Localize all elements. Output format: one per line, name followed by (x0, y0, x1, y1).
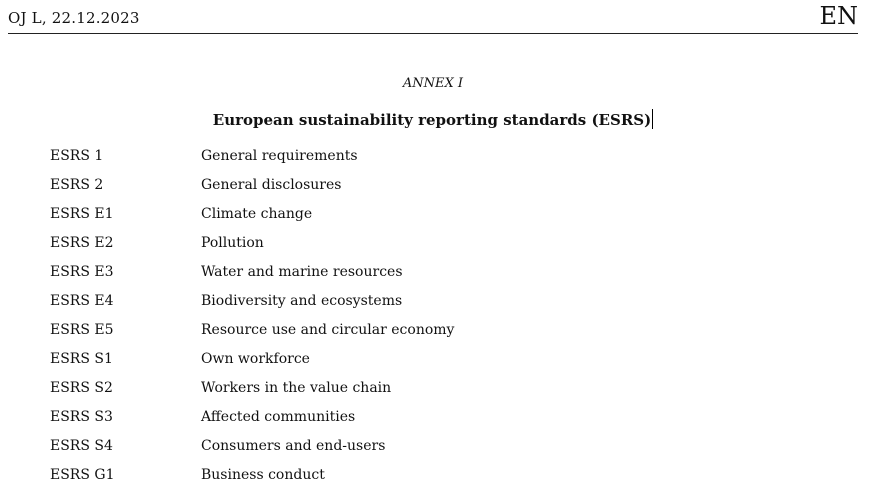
standard-row (50, 435, 454, 464)
document-title-text[interactable]: European sustainability reporting standards (ESRS) (212, 111, 652, 129)
language-code: EN (819, 2, 858, 30)
standard-code: ESRS 1 (50, 148, 104, 164)
standard-code: ESRS E5 (50, 322, 114, 338)
standard-row (50, 377, 454, 406)
document-title[interactable] (0, 109, 866, 129)
page-header (8, 0, 858, 34)
standard-name: General requirements (201, 148, 358, 164)
standard-name: Workers in the value chain (201, 380, 392, 396)
standard-name: Consumers and end-users (201, 438, 386, 454)
standard-row (50, 203, 454, 232)
annex-label: ANNEX I (402, 76, 464, 91)
standard-code: ESRS G1 (50, 467, 115, 483)
standard-code: ESRS 2 (50, 177, 104, 193)
standard-row (50, 464, 454, 493)
standard-name: Biodiversity and ecosystems (201, 293, 403, 309)
standard-row (50, 261, 454, 290)
standard-code: ESRS E1 (50, 206, 114, 222)
standard-code: ESRS S3 (50, 409, 113, 425)
standard-name: General disclosures (201, 177, 342, 193)
standard-name: Pollution (201, 235, 264, 251)
standards-list (50, 145, 454, 493)
standard-code: ESRS E3 (50, 264, 114, 280)
standard-row (50, 145, 454, 174)
standard-code: ESRS S2 (50, 380, 113, 396)
standard-row (50, 348, 454, 377)
standard-code: ESRS S1 (50, 351, 113, 367)
standard-row (50, 290, 454, 319)
standard-code: ESRS S4 (50, 438, 113, 454)
text-cursor (652, 109, 653, 129)
standard-row (50, 406, 454, 435)
standard-name: Resource use and circular economy (201, 322, 455, 338)
standard-row (50, 232, 454, 261)
standard-code: ESRS E2 (50, 235, 114, 251)
standard-row (50, 319, 454, 348)
standard-name: Water and marine resources (201, 264, 403, 280)
standard-name: Climate change (201, 206, 313, 222)
standard-code: ESRS E4 (50, 293, 114, 309)
standard-name: Business conduct (201, 467, 325, 483)
journal-reference: OJ L, 22.12.2023 (8, 9, 140, 27)
standard-name: Own workforce (201, 351, 310, 367)
standard-row (50, 174, 454, 203)
standard-name: Affected communities (201, 409, 356, 425)
